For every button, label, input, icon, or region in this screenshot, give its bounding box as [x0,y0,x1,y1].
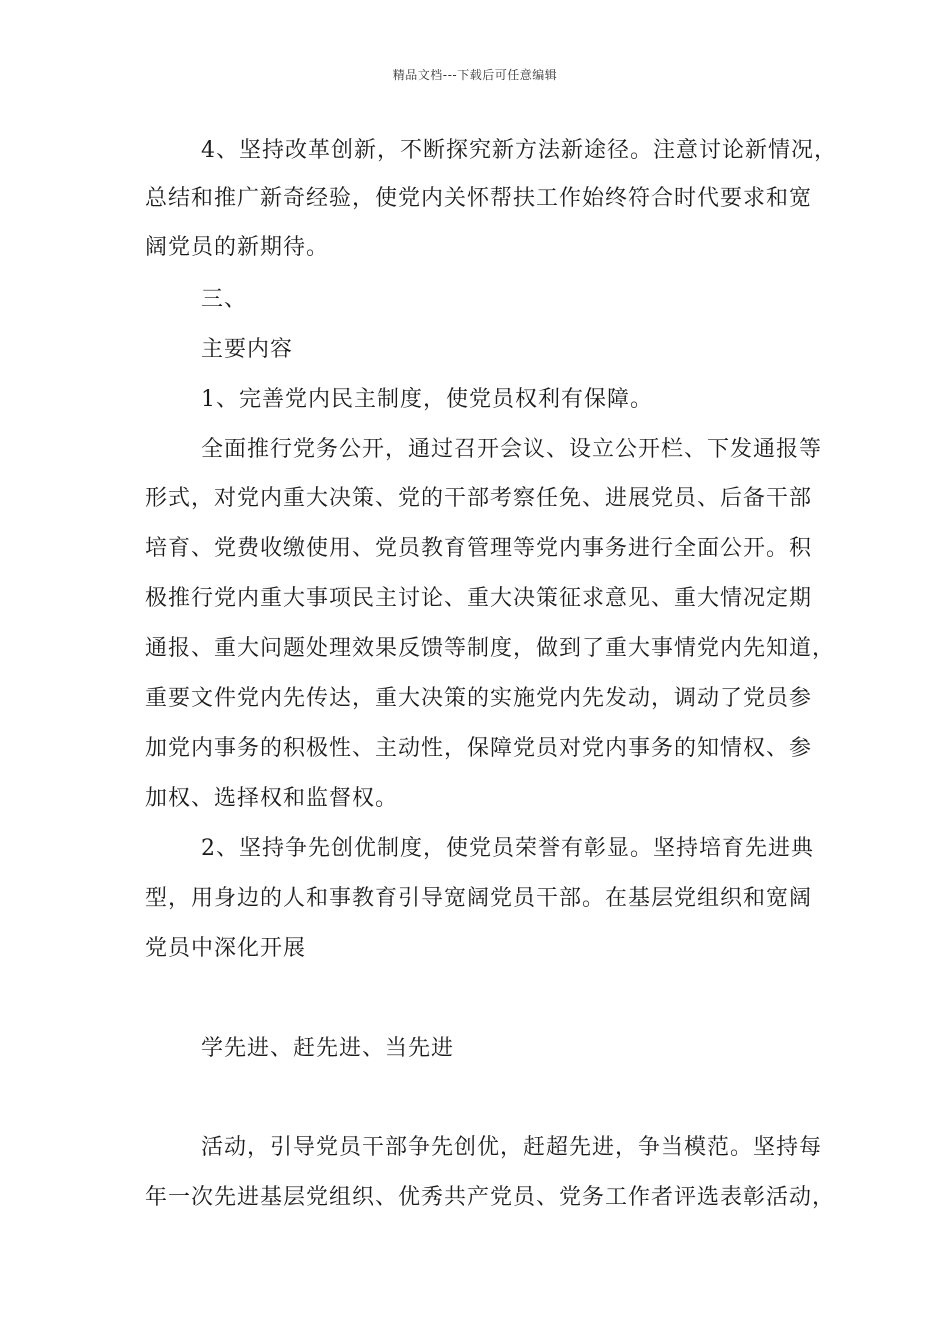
paragraph-line: 党员中深化开展 [145,936,307,961]
paragraph-line: 2、坚持争先创优制度，使党员荣誉有彰显。坚持培育先进典 [201,836,814,861]
paragraph-line: 年一次先进基层党组织、优秀共产党员、党务工作者评选表彰活动， [145,1185,836,1210]
paragraph-line: 重要文件党内先传达，重大决策的实施党内先发动，调动了党员参 [145,686,813,711]
page-header: 精品文档---下载后可任意编辑 [392,68,558,82]
paragraph-line: 总结和推广新奇经验，使党内关怀帮扶工作始终符合时代要求和宽 [145,186,813,211]
activity-slogan: 学先进、赶先进、当先进 [201,1036,455,1061]
section-title: 主要内容 [201,337,294,362]
paragraph-line: 全面推行党务公开，通过召开会议、设立公开栏、下发通报等 [201,437,823,462]
paragraph-line: 活动，引导党员干部争先创优，赶超先进，争当模范。坚持每 [201,1135,823,1160]
paragraph-line: 形式，对党内重大决策、党的干部考察任免、进展党员、后备干部 [145,486,813,511]
paragraph-line: 4、坚持改革创新，不断探究新方法新途径。注意讨论新情况， [201,138,837,163]
paragraph-line: 阔党员的新期待。 [145,235,330,260]
paragraph-line: 型，用身边的人和事教育引导宽阔党员干部。在基层党组织和宽阔 [145,886,813,911]
paragraph-line: 极推行党内重大事项民主讨论、重大决策征求意见、重大情况定期 [145,586,813,611]
section-number: 三、 [201,287,248,312]
paragraph-line: 加党内事务的积极性、主动性，保障党员对党内事务的知情权、参 [145,736,813,761]
subsection-heading: 1、完善党内民主制度，使党员权利有保障。 [201,387,653,412]
paragraph-line: 培育、党费收缴使用、党员教育管理等党内事务进行全面公开。积 [145,536,813,561]
paragraph-line: 加权、选择权和监督权。 [145,786,399,811]
paragraph-line: 通报、重大问题处理效果反馈等制度，做到了重大事情党内先知道， [145,636,836,661]
